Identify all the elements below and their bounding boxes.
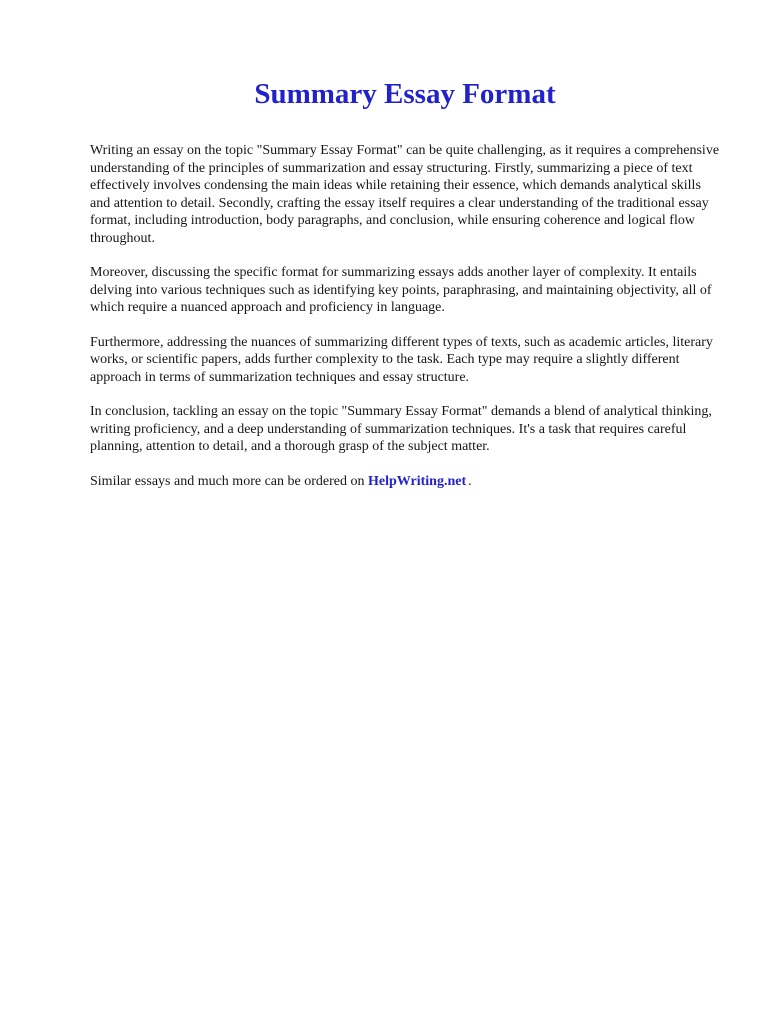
paragraph-conclusion: In conclusion, tackling an essay on the topic "Summary Essay Format" demands a blend of analytical thinking, writing proficiency, and a deep understanding of summarization techniques. It's a task that requires careful planning, attention to detail, and a thorough grasp of the subject matter.: [90, 404, 712, 454]
page-title: Summary Essay Format: [254, 78, 556, 110]
paragraph-intro: Writing an essay on the topic "Summary Essay Format" can be quite challenging, as it requires a comprehensive understanding of the principles of summarization and essay structuring. Firstly, summarizing a piece of text effectively involves condensing the main ideas while retaining their essence, which demands analytical skills and attention to detail. Secondly, crafting the essay itself requires a clear understanding of the traditional essay format, including introduction, body paragraphs, and conclusion, while ensuring coherence and logical flow throughout.: [90, 143, 720, 246]
closing-line: [90, 473, 720, 491]
helpwriting-link[interactable]: HelpWriting.net: [367, 473, 467, 489]
closing-period: .: [468, 473, 472, 489]
closing-text: Similar essays and much more can be ordered on: [90, 473, 368, 489]
paragraph-moreover: Moreover, discussing the specific format for summarizing essays adds another layer of complexity. It entails delving into various techniques such as identifying key points, paraphrasing, and maintaining objectivity, all of which require a nuanced approach and proficiency in language.: [90, 265, 712, 315]
paragraph-furthermore: Furthermore, addressing the nuances of summarizing different types of texts, such as academic articles, literary works, or scientific papers, adds further complexity to the task. Each type may require a slightly different approach in terms of summarization techniques and essay structure.: [90, 334, 713, 385]
